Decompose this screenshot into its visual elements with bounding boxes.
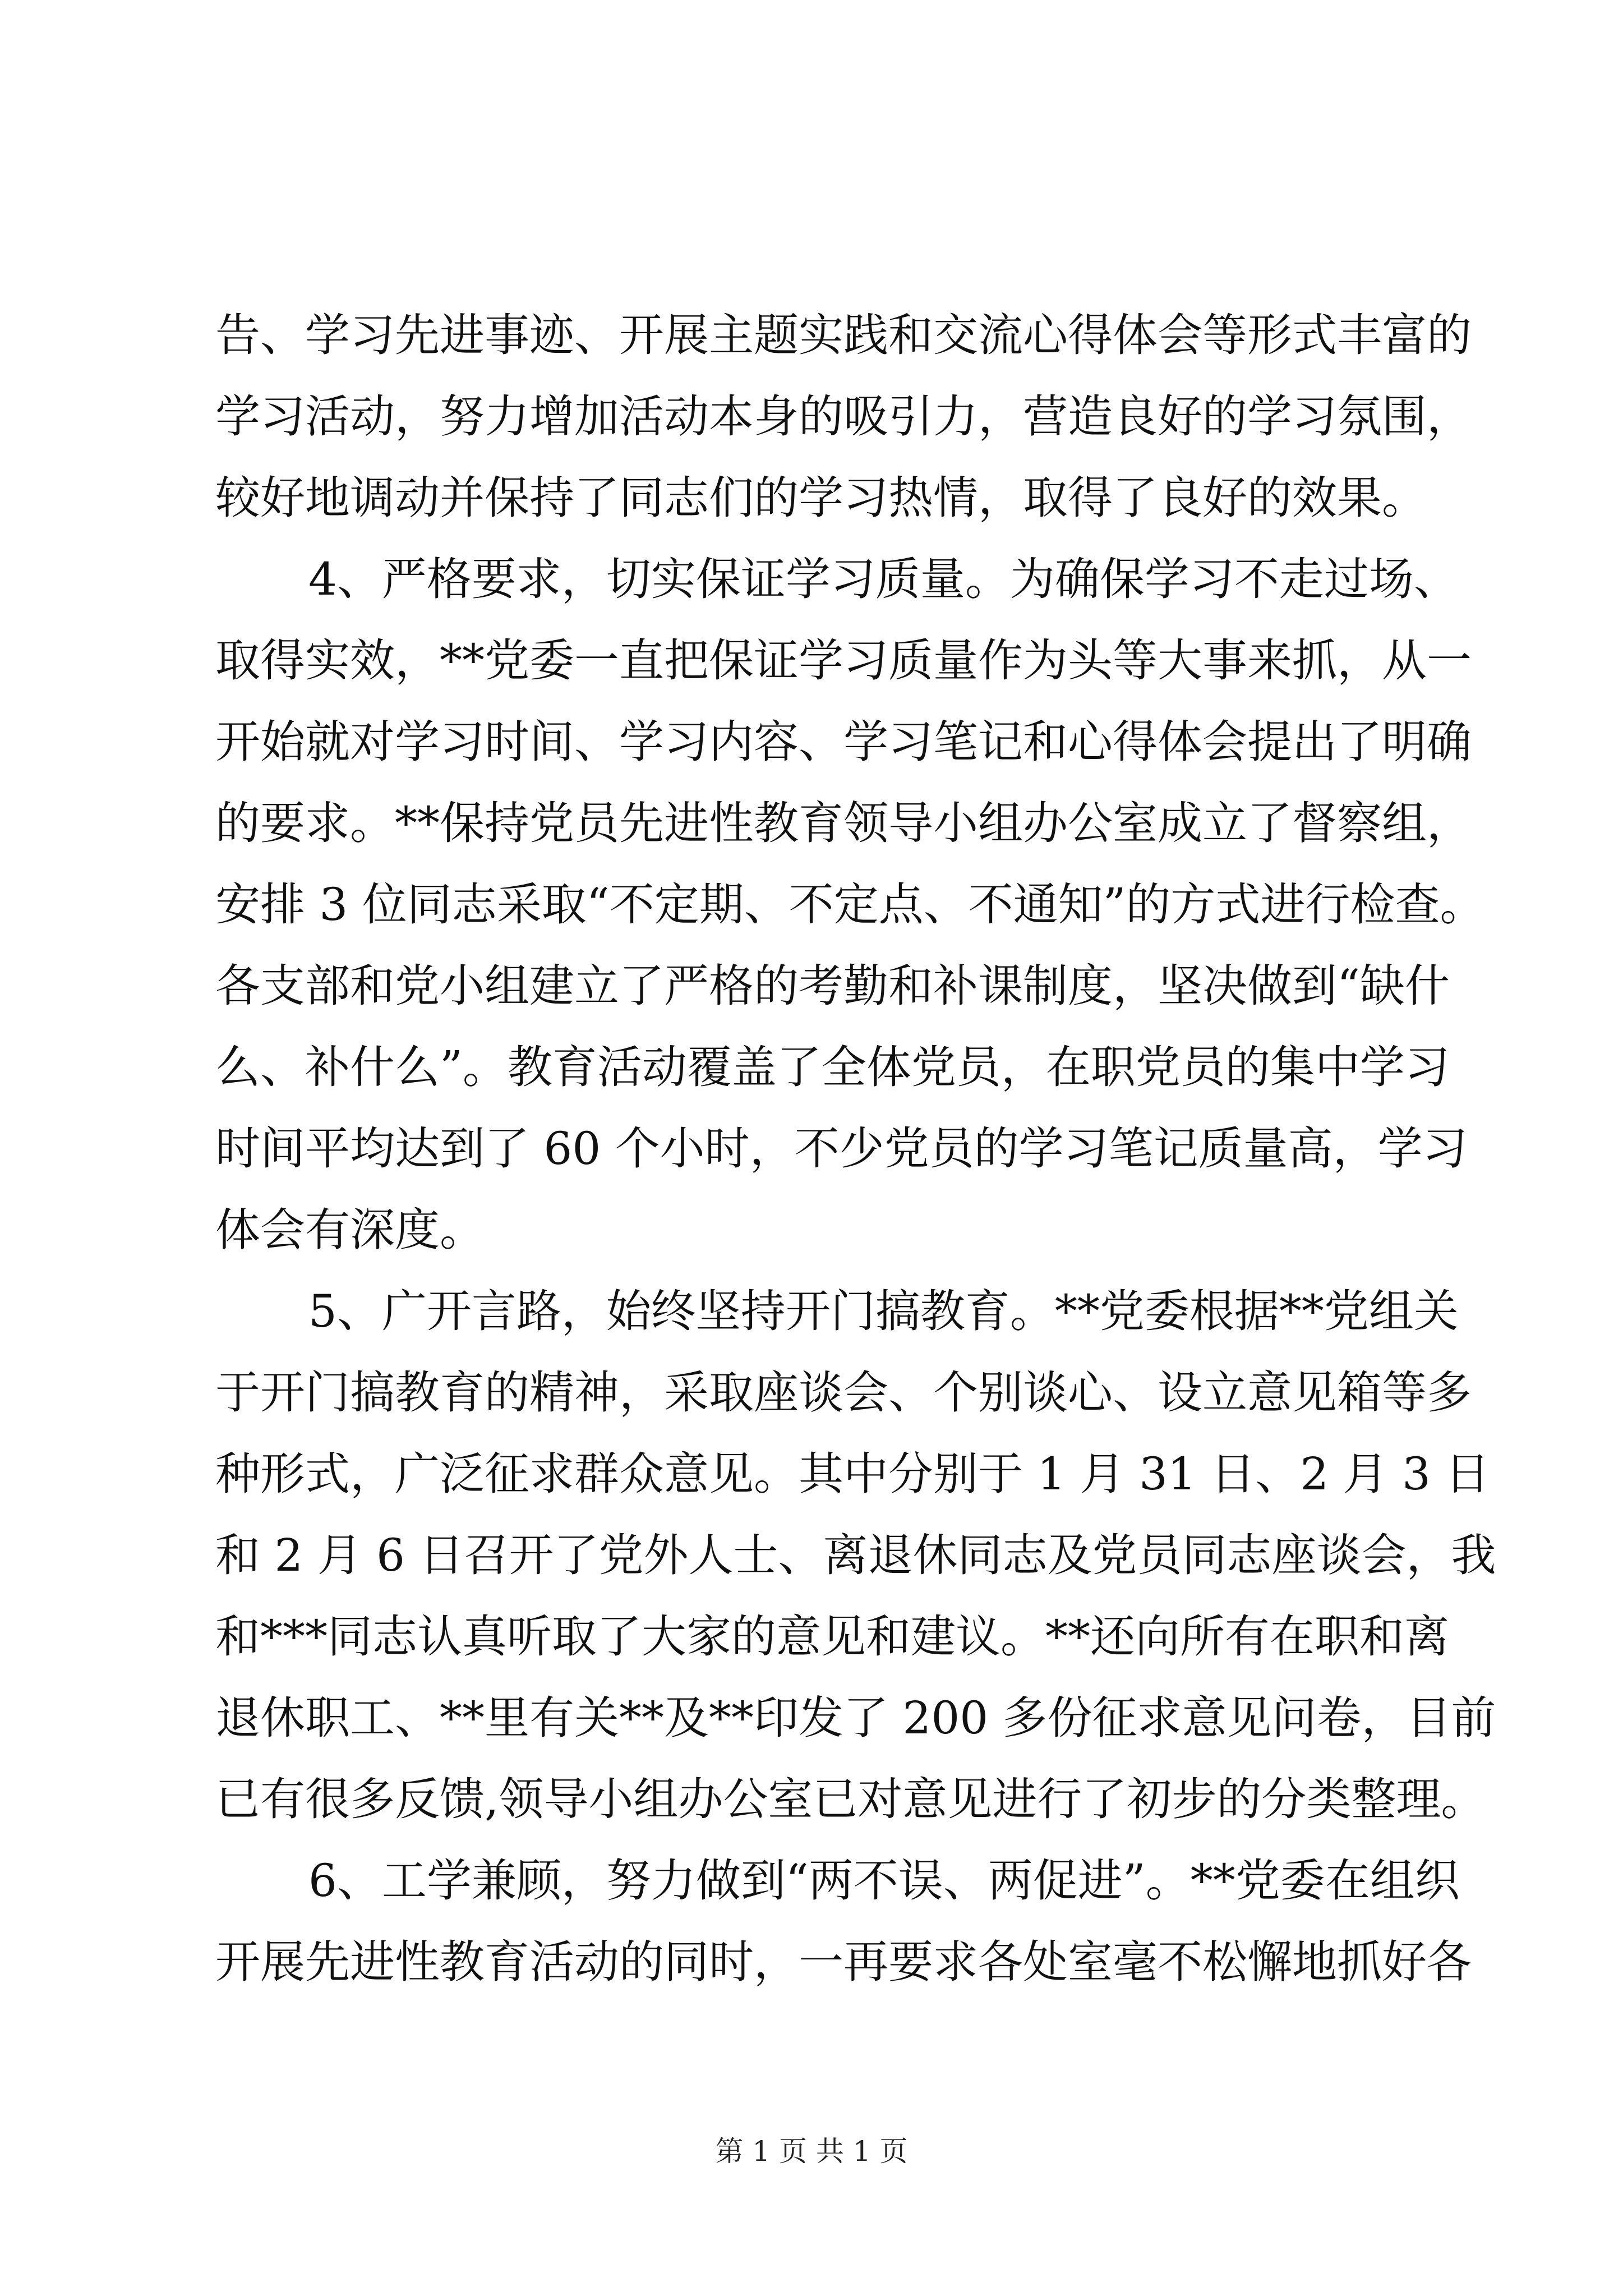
text-line: 种形式，广泛征求群众意见。其中分别于 1 月 31 日、2 月 3 日 <box>215 1448 1490 1500</box>
text-line: 开始就对学习时间、学习内容、学习笔记和心得体会提出了明确 <box>215 716 1472 768</box>
text-line: 学习活动，努力增加活动本身的吸引力，营造良好的学习氛围， <box>215 390 1472 443</box>
text-line: 较好地调动并保持了同志们的学习热情，取得了良好的效果。 <box>215 472 1427 524</box>
text-line: 么、补什么”。教育活动覆盖了全体党员，在职党员的集中学习 <box>215 1041 1450 1093</box>
paragraph-start-line: 5、广开言路，始终坚持开门搞教育。**党委根据**党组关 <box>308 1285 1459 1337</box>
text-line: 的要求。**保持党员先进性教育领导小组办公室成立了督察组， <box>215 797 1472 849</box>
text-line: 开展先进性教育活动的同时，一再要求各处室毫不松懈地抓好各 <box>215 1936 1472 1988</box>
text-line: 安排 3 位同志采取“不定期、不定点、不通知”的方式进行检查。 <box>215 878 1485 931</box>
text-line: 和 2 月 6 日召开了党外人士、离退休同志及党员同志座谈会，我 <box>215 1529 1496 1581</box>
text-line: 退休职工、**里有关**及**印发了 200 多份征求意见问卷，目前 <box>215 1692 1496 1744</box>
text-line: 各支部和党小组建立了严格的考勤和补课制度，坚决做到“缺什 <box>215 960 1450 1012</box>
text-line: 告、学习先进事迹、开展主题实践和交流心得体会等形式丰富的 <box>215 309 1472 361</box>
paragraph-start-line: 6、工学兼顾，努力做到“两不误、两促进”。**党委在组织 <box>308 1855 1460 1907</box>
text-line: 体会有深度。 <box>215 1204 485 1256</box>
document-body <box>215 295 1496 2003</box>
text-line: 已有很多反馈,领导小组办公室已对意见进行了初步的分类整理。 <box>215 1773 1486 1825</box>
text-line: 时间平均达到了 60 个小时，不少党员的学习笔记质量高，学习 <box>215 1122 1468 1175</box>
text-line: 于开门搞教育的精神，采取座谈会、个别谈心、设立意见箱等多 <box>215 1366 1472 1419</box>
text-line: 取得实效，**党委一直把保证学习质量作为头等大事来抓，从一 <box>215 634 1472 687</box>
paragraph-start-line: 4、严格要求，切实保证学习质量。为确保学习不走过场、 <box>308 553 1459 605</box>
page-footer: 第 1 页 共 1 页 <box>715 2135 908 2168</box>
text-line: 和***同志认真听取了大家的意见和建议。**还向所有在职和离 <box>215 1611 1449 1663</box>
